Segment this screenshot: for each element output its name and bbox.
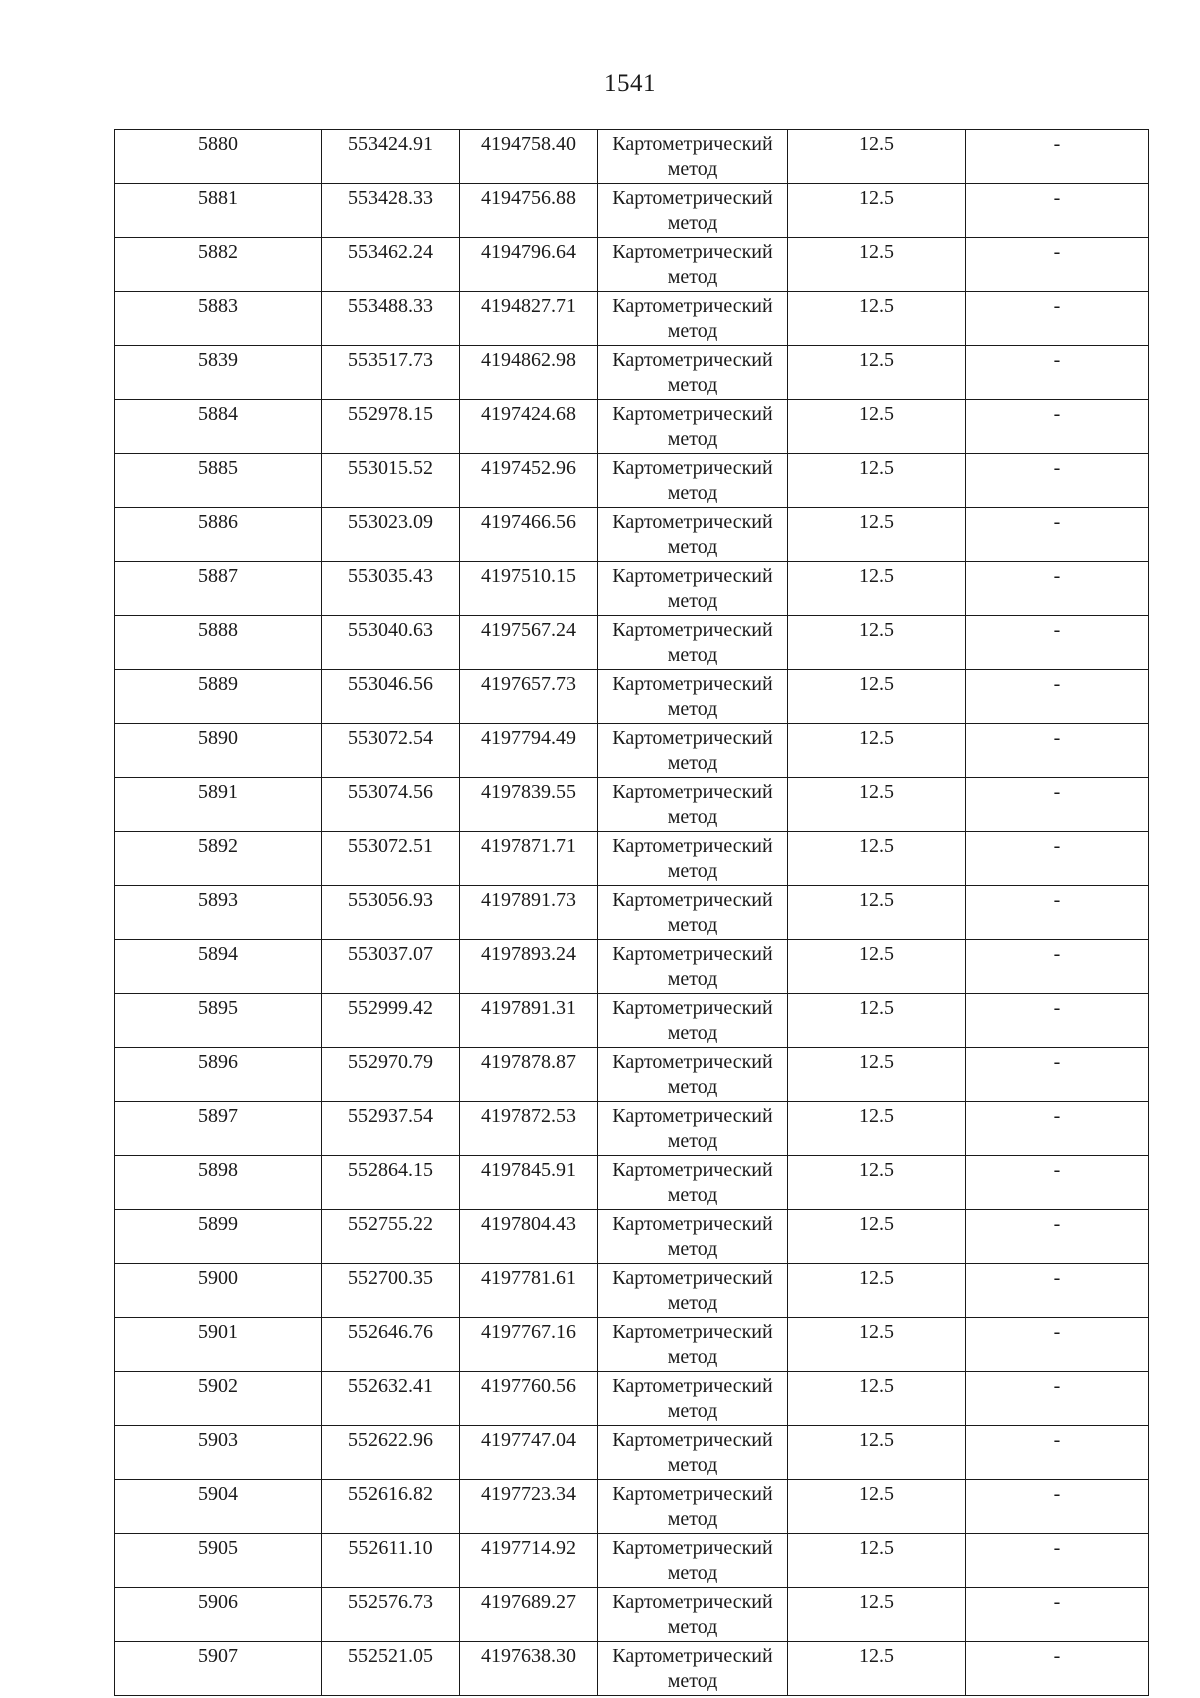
method-cell: Картометрический метод (598, 292, 788, 346)
method-cell: Картометрический метод (598, 1210, 788, 1264)
table-row (115, 1480, 1149, 1534)
y-coordinate-cell: 4197845.91 (460, 1156, 598, 1210)
point-number-cell: 5903 (115, 1426, 322, 1480)
table-row (115, 778, 1149, 832)
point-number-cell: 5893 (115, 886, 322, 940)
y-coordinate-cell: 4197466.56 (460, 508, 598, 562)
accuracy-cell: 12.5 (788, 454, 966, 508)
accuracy-cell: 12.5 (788, 940, 966, 994)
x-coordinate-cell: 552616.82 (322, 1480, 460, 1534)
method-cell: Картометрический метод (598, 1588, 788, 1642)
y-coordinate-cell: 4197723.34 (460, 1480, 598, 1534)
x-coordinate-cell: 553056.93 (322, 886, 460, 940)
x-coordinate-cell: 552611.10 (322, 1534, 460, 1588)
accuracy-cell: 12.5 (788, 886, 966, 940)
x-coordinate-cell: 552576.73 (322, 1588, 460, 1642)
table-row (115, 1210, 1149, 1264)
accuracy-cell: 12.5 (788, 1642, 966, 1696)
y-coordinate-cell: 4197747.04 (460, 1426, 598, 1480)
x-coordinate-cell: 553517.73 (322, 346, 460, 400)
method-cell: Картометрический метод (598, 454, 788, 508)
x-coordinate-cell: 552978.15 (322, 400, 460, 454)
note-cell: - (966, 1210, 1149, 1264)
note-cell: - (966, 346, 1149, 400)
y-coordinate-cell: 4197567.24 (460, 616, 598, 670)
point-number-cell: 5898 (115, 1156, 322, 1210)
y-coordinate-cell: 4194758.40 (460, 130, 598, 184)
note-cell: - (966, 130, 1149, 184)
note-cell: - (966, 292, 1149, 346)
note-cell: - (966, 508, 1149, 562)
point-number-cell: 5907 (115, 1642, 322, 1696)
table-row (115, 1156, 1149, 1210)
y-coordinate-cell: 4197638.30 (460, 1642, 598, 1696)
method-cell: Картометрический метод (598, 1318, 788, 1372)
point-number-cell: 5900 (115, 1264, 322, 1318)
x-coordinate-cell: 553462.24 (322, 238, 460, 292)
x-coordinate-cell: 552632.41 (322, 1372, 460, 1426)
accuracy-cell: 12.5 (788, 1102, 966, 1156)
x-coordinate-cell: 553037.07 (322, 940, 460, 994)
point-number-cell: 5888 (115, 616, 322, 670)
point-number-cell: 5906 (115, 1588, 322, 1642)
method-cell: Картометрический метод (598, 1642, 788, 1696)
accuracy-cell: 12.5 (788, 778, 966, 832)
note-cell: - (966, 886, 1149, 940)
note-cell: - (966, 1372, 1149, 1426)
accuracy-cell: 12.5 (788, 1048, 966, 1102)
x-coordinate-cell: 552755.22 (322, 1210, 460, 1264)
table-row (115, 1642, 1149, 1696)
point-number-cell: 5883 (115, 292, 322, 346)
table-row (115, 832, 1149, 886)
table-row (115, 886, 1149, 940)
y-coordinate-cell: 4197871.71 (460, 832, 598, 886)
table-row (115, 940, 1149, 994)
table-row (115, 454, 1149, 508)
y-coordinate-cell: 4194796.64 (460, 238, 598, 292)
x-coordinate-cell: 552521.05 (322, 1642, 460, 1696)
table-row (115, 724, 1149, 778)
accuracy-cell: 12.5 (788, 1480, 966, 1534)
table-row (115, 1588, 1149, 1642)
table-row (115, 562, 1149, 616)
point-number-cell: 5882 (115, 238, 322, 292)
method-cell: Картометрический метод (598, 724, 788, 778)
method-cell: Картометрический метод (598, 1264, 788, 1318)
table-row (115, 400, 1149, 454)
note-cell: - (966, 1048, 1149, 1102)
point-number-cell: 5880 (115, 130, 322, 184)
note-cell: - (966, 778, 1149, 832)
note-cell: - (966, 616, 1149, 670)
method-cell: Картометрический метод (598, 562, 788, 616)
y-coordinate-cell: 4197452.96 (460, 454, 598, 508)
y-coordinate-cell: 4197893.24 (460, 940, 598, 994)
method-cell: Картометрический метод (598, 130, 788, 184)
table-row (115, 1048, 1149, 1102)
point-number-cell: 5895 (115, 994, 322, 1048)
accuracy-cell: 12.5 (788, 724, 966, 778)
point-number-cell: 5894 (115, 940, 322, 994)
note-cell: - (966, 724, 1149, 778)
accuracy-cell: 12.5 (788, 238, 966, 292)
method-cell: Картометрический метод (598, 508, 788, 562)
x-coordinate-cell: 553015.52 (322, 454, 460, 508)
note-cell: - (966, 670, 1149, 724)
method-cell: Картометрический метод (598, 346, 788, 400)
accuracy-cell: 12.5 (788, 1534, 966, 1588)
note-cell: - (966, 1642, 1149, 1696)
method-cell: Картометрический метод (598, 1048, 788, 1102)
y-coordinate-cell: 4197891.73 (460, 886, 598, 940)
y-coordinate-cell: 4197657.73 (460, 670, 598, 724)
y-coordinate-cell: 4197767.16 (460, 1318, 598, 1372)
point-number-cell: 5884 (115, 400, 322, 454)
method-cell: Картометрический метод (598, 238, 788, 292)
note-cell: - (966, 1264, 1149, 1318)
x-coordinate-cell: 553074.56 (322, 778, 460, 832)
accuracy-cell: 12.5 (788, 1210, 966, 1264)
point-number-cell: 5889 (115, 670, 322, 724)
note-cell: - (966, 454, 1149, 508)
method-cell: Картометрический метод (598, 940, 788, 994)
accuracy-cell: 12.5 (788, 130, 966, 184)
point-number-cell: 5904 (115, 1480, 322, 1534)
point-number-cell: 5891 (115, 778, 322, 832)
table-row (115, 994, 1149, 1048)
y-coordinate-cell: 4197872.53 (460, 1102, 598, 1156)
y-coordinate-cell: 4197891.31 (460, 994, 598, 1048)
point-number-cell: 5897 (115, 1102, 322, 1156)
note-cell: - (966, 832, 1149, 886)
method-cell: Картометрический метод (598, 400, 788, 454)
method-cell: Картометрический метод (598, 670, 788, 724)
method-cell: Картометрический метод (598, 1372, 788, 1426)
accuracy-cell: 12.5 (788, 994, 966, 1048)
method-cell: Картометрический метод (598, 994, 788, 1048)
method-cell: Картометрический метод (598, 1534, 788, 1588)
note-cell: - (966, 940, 1149, 994)
point-number-cell: 5885 (115, 454, 322, 508)
point-number-cell: 5896 (115, 1048, 322, 1102)
accuracy-cell: 12.5 (788, 1156, 966, 1210)
x-coordinate-cell: 553046.56 (322, 670, 460, 724)
point-number-cell: 5899 (115, 1210, 322, 1264)
accuracy-cell: 12.5 (788, 1426, 966, 1480)
note-cell: - (966, 1534, 1149, 1588)
y-coordinate-cell: 4197510.15 (460, 562, 598, 616)
accuracy-cell: 12.5 (788, 346, 966, 400)
accuracy-cell: 12.5 (788, 1372, 966, 1426)
table-row (115, 616, 1149, 670)
coordinates-table-body (115, 130, 1149, 1696)
method-cell: Картометрический метод (598, 832, 788, 886)
y-coordinate-cell: 4197878.87 (460, 1048, 598, 1102)
x-coordinate-cell: 553023.09 (322, 508, 460, 562)
note-cell: - (966, 400, 1149, 454)
point-number-cell: 5887 (115, 562, 322, 616)
x-coordinate-cell: 553428.33 (322, 184, 460, 238)
method-cell: Картометрический метод (598, 616, 788, 670)
x-coordinate-cell: 552864.15 (322, 1156, 460, 1210)
table-row (115, 1318, 1149, 1372)
y-coordinate-cell: 4197714.92 (460, 1534, 598, 1588)
y-coordinate-cell: 4194827.71 (460, 292, 598, 346)
x-coordinate-cell: 552700.35 (322, 1264, 460, 1318)
note-cell: - (966, 994, 1149, 1048)
x-coordinate-cell: 552646.76 (322, 1318, 460, 1372)
y-coordinate-cell: 4197424.68 (460, 400, 598, 454)
x-coordinate-cell: 553072.51 (322, 832, 460, 886)
method-cell: Картометрический метод (598, 1426, 788, 1480)
accuracy-cell: 12.5 (788, 508, 966, 562)
note-cell: - (966, 1480, 1149, 1534)
accuracy-cell: 12.5 (788, 670, 966, 724)
y-coordinate-cell: 4197804.43 (460, 1210, 598, 1264)
point-number-cell: 5902 (115, 1372, 322, 1426)
table-row (115, 1426, 1149, 1480)
x-coordinate-cell: 553488.33 (322, 292, 460, 346)
accuracy-cell: 12.5 (788, 562, 966, 616)
x-coordinate-cell: 552999.42 (322, 994, 460, 1048)
accuracy-cell: 12.5 (788, 184, 966, 238)
note-cell: - (966, 1426, 1149, 1480)
accuracy-cell: 12.5 (788, 1588, 966, 1642)
y-coordinate-cell: 4197794.49 (460, 724, 598, 778)
table-row (115, 670, 1149, 724)
method-cell: Картометрический метод (598, 886, 788, 940)
note-cell: - (966, 1318, 1149, 1372)
y-coordinate-cell: 4197760.56 (460, 1372, 598, 1426)
y-coordinate-cell: 4194862.98 (460, 346, 598, 400)
note-cell: - (966, 1156, 1149, 1210)
x-coordinate-cell: 553035.43 (322, 562, 460, 616)
point-number-cell: 5839 (115, 346, 322, 400)
table-row (115, 238, 1149, 292)
point-number-cell: 5890 (115, 724, 322, 778)
accuracy-cell: 12.5 (788, 1318, 966, 1372)
table-row (115, 1534, 1149, 1588)
note-cell: - (966, 184, 1149, 238)
y-coordinate-cell: 4197839.55 (460, 778, 598, 832)
point-number-cell: 5892 (115, 832, 322, 886)
y-coordinate-cell: 4194756.88 (460, 184, 598, 238)
table-row (115, 130, 1149, 184)
method-cell: Картометрический метод (598, 1156, 788, 1210)
point-number-cell: 5901 (115, 1318, 322, 1372)
y-coordinate-cell: 4197781.61 (460, 1264, 598, 1318)
note-cell: - (966, 1102, 1149, 1156)
accuracy-cell: 12.5 (788, 832, 966, 886)
note-cell: - (966, 238, 1149, 292)
method-cell: Картометрический метод (598, 184, 788, 238)
x-coordinate-cell: 552622.96 (322, 1426, 460, 1480)
accuracy-cell: 12.5 (788, 292, 966, 346)
y-coordinate-cell: 4197689.27 (460, 1588, 598, 1642)
point-number-cell: 5881 (115, 184, 322, 238)
note-cell: - (966, 562, 1149, 616)
method-cell: Картометрический метод (598, 778, 788, 832)
table-row (115, 184, 1149, 238)
table-row (115, 346, 1149, 400)
table-row (115, 508, 1149, 562)
table-row (115, 1264, 1149, 1318)
table-row (115, 292, 1149, 346)
x-coordinate-cell: 552937.54 (322, 1102, 460, 1156)
x-coordinate-cell: 553040.63 (322, 616, 460, 670)
note-cell: - (966, 1588, 1149, 1642)
point-number-cell: 5905 (115, 1534, 322, 1588)
table-row (115, 1102, 1149, 1156)
table-row (115, 1372, 1149, 1426)
x-coordinate-cell: 552970.79 (322, 1048, 460, 1102)
coordinates-table (114, 129, 1149, 1696)
accuracy-cell: 12.5 (788, 1264, 966, 1318)
accuracy-cell: 12.5 (788, 616, 966, 670)
method-cell: Картометрический метод (598, 1480, 788, 1534)
accuracy-cell: 12.5 (788, 400, 966, 454)
method-cell: Картометрический метод (598, 1102, 788, 1156)
page-number: 1541 (604, 70, 656, 97)
x-coordinate-cell: 553072.54 (322, 724, 460, 778)
point-number-cell: 5886 (115, 508, 322, 562)
x-coordinate-cell: 553424.91 (322, 130, 460, 184)
